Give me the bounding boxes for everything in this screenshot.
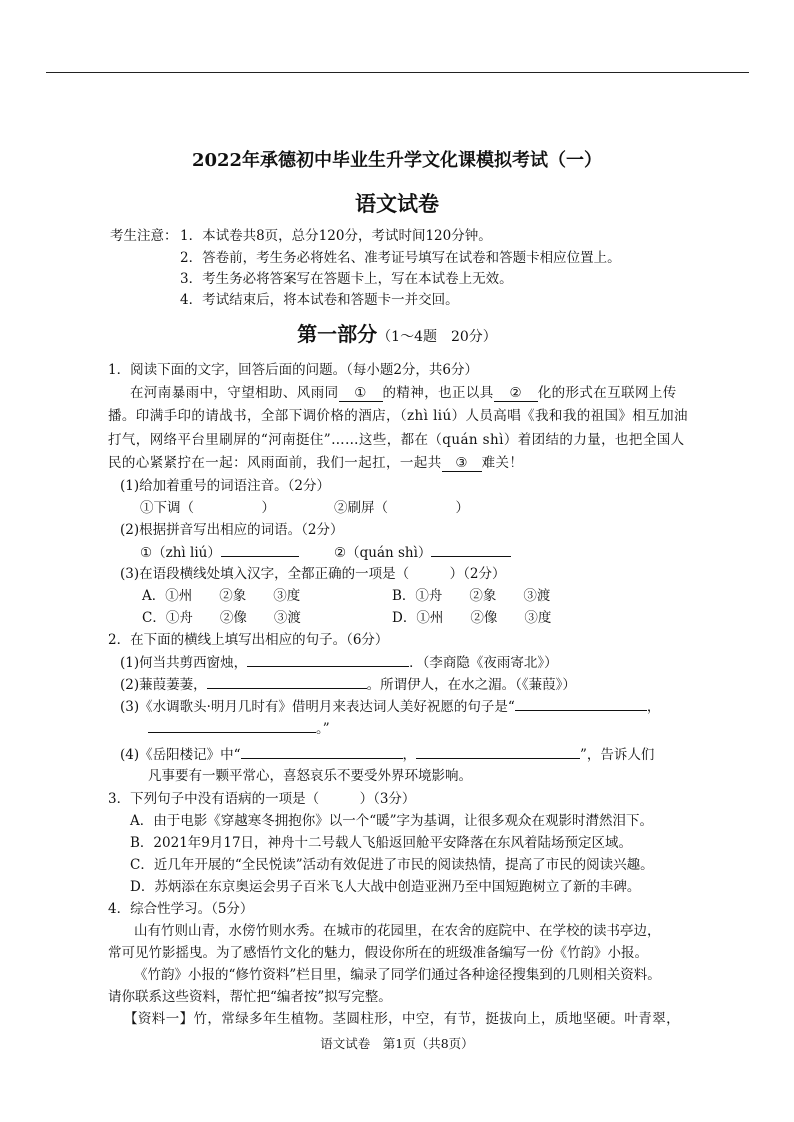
q2-text: ．（李商隐《夜雨寄北》） [409,655,558,671]
q4-material: 【资料一】竹，常绿多年生植物。茎圆柱形，中空，有节，挺拔向上，质地坚硬。叶青翠， [124,1011,680,1027]
q2-text: (1)何当共剪西窗烛， [120,655,248,671]
q3-option-d: D．苏炳添在东京奥运会男子百米飞人大战中创造亚洲乃至中国短跑树立了新的丰碑。 [130,879,641,895]
q1-sub2-b [334,542,511,563]
q1-sub1-a: ①下调（ ） [140,500,275,516]
q4-paragraph: 常可见竹影摇曳。为了感悟竹文化的魅力，假设你所在的班级准备编写一份《竹韵》小报。 [108,945,648,961]
notice-item: 1．本试卷共8页，总分120分，考试时间120分钟。 [180,228,492,244]
notice-item: 2．答卷前，考生务必将姓名、准考证号填写在试卷和答题卡相应位置上。 [180,250,621,266]
passage-text: 难关！ [481,455,524,471]
blank-1: ① [339,385,383,402]
answer-blank [515,696,647,711]
part-title-info: （1～4题 20分） [377,329,497,345]
answer-blank [247,652,409,667]
passage-text: 的精神，也正以具 [382,385,494,401]
answer-blank [221,542,299,557]
q1-sub2: (2)根据拼音写出相应的词语。（2分） [120,522,344,538]
q2-line [120,652,558,673]
q2-line [120,696,660,717]
q1-sub3: (3)在语段横线处填入汉字，全都正确的一项是（ ）（2分） [120,566,506,582]
q1-passage-line [130,383,677,403]
page-footer: 语文试卷 第1页（共8页） [320,1036,474,1051]
passage-text: 在河南暴雨中，守望相助、风雨同 [130,385,339,401]
notice-item: 3．考生务必将答案写在答题卡上，写在本试卷上无效。 [180,271,513,287]
passage-text: 民的心紧紧拧在一起：风雨面前，我们一起扛，一起共 [108,455,442,471]
q3-stem: 3．下列句子中没有语病的一项是（ ）（3分） [108,791,416,807]
q3-option-c: C．近几年开展的“全民悦读”活动有效促进了市民的阅读热情，提高了市民的阅读兴趣。 [130,857,654,873]
q1-passage-line: 打气，网络平台里刷屏的“河南挺住”……这些，都在（quán shì）着团结的力量，也把全国人 [108,432,685,448]
q4-paragraph: 《竹韵》小报的“修竹资料”栏目里，编录了同学们通过各种途径搜集到的几则相关资料。 [134,967,661,983]
q1-sub2-a [140,542,299,563]
q3-option-b: B．2021年9月17日，神舟十二号载人飞船返回舱平安降落在东风着陆场预定区域。 [130,835,633,851]
notice-label: 考生注意： [110,228,178,244]
q2-text: ， [402,747,417,763]
part-title-text: 第一部分 [297,322,378,346]
q1-sub1: (1)给加着重号的词语注音。（2分） [120,478,330,494]
pinyin-label: ②（quán shì） [334,545,432,561]
q4-stem: 4．综合性学习。（5分） [108,901,254,917]
q2-line [120,744,654,765]
header-rule [46,72,749,73]
q4-paragraph: 山有竹则山青，水傍竹则水秀。在城市的花园里，在农舍的庭院中、在学校的读书亭边， [134,923,661,939]
q2-line [148,718,330,739]
answer-blank [241,744,403,759]
q3-option-a: A．由于电影《穿越寒冬拥抱你》以一个“暖”字为基调，让很多观众在观影时潸然泪下。 [130,813,654,829]
pinyin-label: ①（zhì liú） [140,545,221,561]
q2-text: 。” [316,721,330,737]
option-d: D．①州 ②像 ③度 [392,610,552,626]
option-b: B．①舟 ②象 ③渡 [392,588,551,604]
notice-item: 4．考试结束后，将本试卷和答题卡一并交回。 [180,292,459,308]
q1-passage-line: 播。印满手印的请战书，全部下调价格的酒店，（zhì liú）人员高唱《我和我的祖国》相互加油 [108,408,688,424]
answer-blank [416,744,580,759]
q1-passage-line [108,453,523,473]
blank-2: ② [494,385,538,402]
exam-title: 2022年承德初中毕业生升学文化课模拟考试（一） [191,150,603,171]
option-a: A．①州 ②象 ③度 [142,588,301,604]
q2-text: (2)蒹葭萋萋， [120,677,207,693]
q2-text: 。所谓伊人，在水之湄。（《蒹葭》） [366,677,576,693]
passage-text: 化的形式在互联网上传 [537,385,677,401]
part-title [0,318,794,347]
q1-stem: 1．阅读下面的文字，回答后面的问题。（每小题2分，共6分） [108,362,479,378]
q1-sub1-b: ②刷屏（ ） [334,500,469,516]
blank-3: ③ [442,455,482,472]
answer-blank [431,542,511,557]
q2-line [120,674,576,695]
q2-stem: 2．在下面的横线上填写出相应的句子。（6分） [108,632,389,648]
q2-text: (3)《水调歌头·明月几时有》借明月来表达词人美好祝愿的句子是“ [120,699,515,715]
q2-text: ”，告诉人们 [580,747,655,763]
answer-blank [148,718,316,733]
answer-blank [207,674,367,689]
q4-paragraph: 请你联系这些资料，帮忙把“编者按”拟写完整。 [108,989,392,1005]
q2-line: 凡事要有一颗平常心，喜怒哀乐不要受外界环境影响。 [148,768,472,784]
q2-text: (4)《岳阳楼记》中“ [120,747,241,763]
q2-text: ， [646,699,661,715]
exam-subtitle: 语文试卷 [355,191,439,216]
option-c: C．①舟 ②像 ③渡 [142,610,301,626]
